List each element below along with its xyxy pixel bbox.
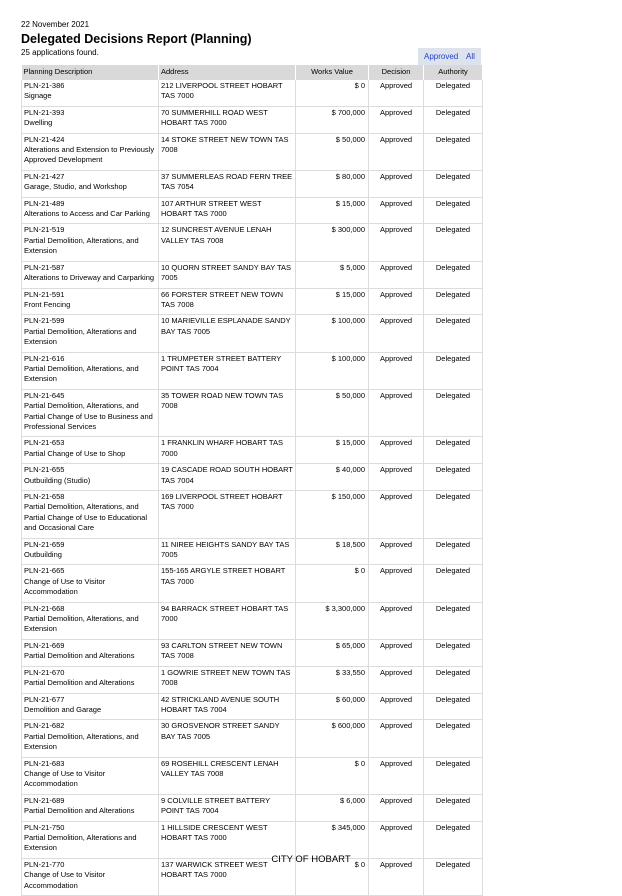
works-value-cell: $ 65,000 xyxy=(296,639,369,666)
header-decision: Decision xyxy=(369,65,424,80)
address-cell: 19 CASCADE ROAD SOUTH HOBART TAS 7004 xyxy=(159,464,296,491)
planning-description-cell xyxy=(22,602,159,639)
application-id: PLN-21-591 xyxy=(24,289,65,299)
table-row xyxy=(22,437,483,464)
authority-cell: Delegated xyxy=(424,538,483,565)
authority-cell: Delegated xyxy=(424,170,483,197)
works-value-cell: $ 100,000 xyxy=(296,352,369,389)
planning-description-cell xyxy=(22,491,159,539)
application-id: PLN-21-658 xyxy=(24,492,65,501)
application-id: PLN-21-489 xyxy=(24,198,65,208)
table-row xyxy=(22,565,483,602)
decision-cell: Approved xyxy=(369,565,424,602)
address-cell: 12 SUNCREST AVENUE LENAH VALLEY TAS 7008 xyxy=(159,224,296,261)
planning-description-cell xyxy=(22,720,159,757)
decision-cell: Approved xyxy=(369,639,424,666)
table-row xyxy=(22,757,483,794)
planning-description-cell xyxy=(22,821,159,858)
works-value-cell: $ 100,000 xyxy=(296,315,369,352)
planning-description-cell xyxy=(22,538,159,565)
table-row xyxy=(22,133,483,170)
application-id: PLN-21-659 xyxy=(24,539,65,549)
address-cell: 155-165 ARGYLE STREET HOBART TAS 7000 xyxy=(159,565,296,602)
authority-cell: Delegated xyxy=(424,106,483,133)
planning-description-cell xyxy=(22,666,159,693)
address-cell: 30 GROSVENOR STREET SANDY BAY TAS 7005 xyxy=(159,720,296,757)
application-description: Partial Change of Use to Shop xyxy=(24,448,126,458)
filter-approved-link[interactable]: Approved xyxy=(424,52,459,61)
header-authority: Authority xyxy=(424,65,483,80)
decision-cell: Approved xyxy=(369,170,424,197)
works-value-cell: $ 0 xyxy=(296,80,369,106)
application-id: PLN-21-645 xyxy=(24,390,65,400)
works-value-cell: $ 15,000 xyxy=(296,197,369,224)
authority-cell: Delegated xyxy=(424,437,483,464)
application-description: Garage, Studio, and Workshop xyxy=(24,182,127,192)
authority-cell: Delegated xyxy=(424,565,483,602)
address-cell: 1 TRUMPETER STREET BATTERY POINT TAS 7004 xyxy=(159,352,296,389)
application-description: Partial Demolition, Alterations, and Extension xyxy=(24,614,139,634)
works-value-cell: $ 6,000 xyxy=(296,794,369,821)
authority-cell: Delegated xyxy=(424,693,483,720)
application-id: PLN-21-682 xyxy=(24,721,65,731)
address-cell: 1 GOWRIE STREET NEW TOWN TAS 7008 xyxy=(159,666,296,693)
works-value-cell: $ 0 xyxy=(296,858,369,895)
decision-cell: Approved xyxy=(369,288,424,315)
decision-cell: Approved xyxy=(369,315,424,352)
application-id: PLN-21-587 xyxy=(24,262,65,272)
application-id: PLN-21-683 xyxy=(24,758,65,768)
planning-description-cell xyxy=(22,794,159,821)
address-cell: 11 NIREE HEIGHTS SANDY BAY TAS 7005 xyxy=(159,538,296,565)
table-row xyxy=(22,106,483,133)
application-id: PLN-21-665 xyxy=(24,566,65,576)
works-value-cell: $ 40,000 xyxy=(296,464,369,491)
planning-description-cell xyxy=(22,133,159,170)
works-value-cell: $ 33,550 xyxy=(296,666,369,693)
header-planning-description: Planning Description xyxy=(22,65,159,80)
address-cell: 37 SUMMERLEAS ROAD FERN TREE TAS 7054 xyxy=(159,170,296,197)
authority-cell: Delegated xyxy=(424,794,483,821)
application-id: PLN-21-750 xyxy=(24,822,65,832)
address-cell: 14 STOKE STREET NEW TOWN TAS 7008 xyxy=(159,133,296,170)
application-description: Change of Use to Visitor Accommodation xyxy=(24,870,106,890)
works-value-cell: $ 15,000 xyxy=(296,288,369,315)
address-cell: 69 ROSEHILL CRESCENT LENAH VALLEY TAS 7008 xyxy=(159,757,296,794)
table-row xyxy=(22,491,483,539)
address-cell: 70 SUMMERHILL ROAD WEST HOBART TAS 7000 xyxy=(159,106,296,133)
application-description: Partial Demolition, Alterations, and Partial Change of Use to Educational and Occasional Care xyxy=(24,502,147,533)
application-id: PLN-21-677 xyxy=(24,694,65,704)
planning-description-cell xyxy=(22,639,159,666)
table-row xyxy=(22,538,483,565)
application-description: Partial Demolition, Alterations and Extension xyxy=(24,832,137,853)
authority-cell: Delegated xyxy=(424,720,483,757)
address-cell: 94 BARRACK STREET HOBART TAS 7000 xyxy=(159,602,296,639)
table-row xyxy=(22,693,483,720)
authority-cell: Delegated xyxy=(424,602,483,639)
address-cell: 169 LIVERPOOL STREET HOBART TAS 7000 xyxy=(159,491,296,539)
table-row xyxy=(22,80,483,106)
planning-description-cell xyxy=(22,80,159,106)
planning-description-cell xyxy=(22,315,159,352)
table-row xyxy=(22,666,483,693)
authority-cell: Delegated xyxy=(424,224,483,261)
decision-cell: Approved xyxy=(369,794,424,821)
application-id: PLN-21-616 xyxy=(24,353,65,363)
application-id: PLN-21-424 xyxy=(24,134,65,144)
decision-cell: Approved xyxy=(369,693,424,720)
application-id: PLN-21-519 xyxy=(24,225,65,235)
works-value-cell: $ 5,000 xyxy=(296,261,369,288)
address-cell: 212 LIVERPOOL STREET HOBART TAS 7000 xyxy=(159,80,296,106)
address-cell: 66 FORSTER STREET NEW TOWN TAS 7008 xyxy=(159,288,296,315)
planning-description-cell xyxy=(22,352,159,389)
authority-cell: Delegated xyxy=(424,288,483,315)
works-value-cell: $ 3,300,000 xyxy=(296,602,369,639)
application-id: PLN-21-668 xyxy=(24,603,65,613)
table-row xyxy=(22,794,483,821)
works-value-cell: $ 50,000 xyxy=(296,389,369,437)
filter-bar xyxy=(418,48,481,65)
planning-description-cell xyxy=(22,106,159,133)
authority-cell: Delegated xyxy=(424,639,483,666)
decision-cell: Approved xyxy=(369,464,424,491)
works-value-cell: $ 0 xyxy=(296,565,369,602)
decision-cell: Approved xyxy=(369,261,424,288)
application-description: Alterations to Access and Car Parking xyxy=(24,209,150,219)
authority-cell: Delegated xyxy=(424,821,483,858)
application-description: Front Fencing xyxy=(24,299,71,309)
works-value-cell: $ 300,000 xyxy=(296,224,369,261)
address-cell: 107 ARTHUR STREET WEST HOBART TAS 7000 xyxy=(159,197,296,224)
filter-all-link[interactable]: All xyxy=(466,52,475,61)
works-value-cell: $ 15,000 xyxy=(296,437,369,464)
header-address: Address xyxy=(159,65,296,80)
decision-cell: Approved xyxy=(369,224,424,261)
footer-council-name: CITY OF HOBART xyxy=(271,854,351,865)
planning-description-cell xyxy=(22,288,159,315)
application-description: Dwelling xyxy=(24,118,53,128)
decision-cell: Approved xyxy=(369,389,424,437)
header-works-value: Works Value xyxy=(296,65,369,80)
authority-cell: Delegated xyxy=(424,315,483,352)
table-row xyxy=(22,720,483,757)
application-description: Outbuilding xyxy=(24,550,62,560)
application-description: Partial Demolition, Alterations and Extension xyxy=(24,326,137,347)
address-cell: 35 TOWER ROAD NEW TOWN TAS 7008 xyxy=(159,389,296,437)
works-value-cell: $ 80,000 xyxy=(296,170,369,197)
authority-cell: Delegated xyxy=(424,197,483,224)
decision-cell: Approved xyxy=(369,720,424,757)
decision-cell: Approved xyxy=(369,352,424,389)
address-cell: 1 HILLSIDE CRESCENT WEST HOBART TAS 7000 xyxy=(159,821,296,858)
application-description: Partial Demolition, Alterations, and Partial Change of Use to Business and Professional Services xyxy=(24,401,153,431)
applications-table xyxy=(21,65,483,896)
authority-cell: Delegated xyxy=(424,491,483,539)
authority-cell: Delegated xyxy=(424,757,483,794)
planning-description-cell xyxy=(22,437,159,464)
application-id: PLN-21-655 xyxy=(24,465,65,475)
application-id: PLN-21-599 xyxy=(24,316,65,326)
table-row xyxy=(22,288,483,315)
application-description: Partial Demolition and Alterations xyxy=(24,806,135,816)
table-row xyxy=(22,261,483,288)
application-description: Partial Demolition, Alterations, and Extension xyxy=(24,731,139,752)
application-description: Partial Demolition, Alterations, and Extension xyxy=(24,235,139,256)
address-cell: 42 STRICKLAND AVENUE SOUTH HOBART TAS 7004 xyxy=(159,693,296,720)
authority-cell: Delegated xyxy=(424,80,483,106)
table-row xyxy=(22,639,483,666)
authority-cell: Delegated xyxy=(424,389,483,437)
application-description: Demolition and Garage xyxy=(24,704,102,714)
table-row xyxy=(22,602,483,639)
planning-description-cell xyxy=(22,693,159,720)
address-cell: 137 WARWICK STREET WEST HOBART TAS 7000 xyxy=(159,858,296,895)
authority-cell: Delegated xyxy=(424,352,483,389)
application-id: PLN-21-670 xyxy=(24,667,65,677)
application-description: Alterations and Extension to Previously Approved Development xyxy=(24,145,155,165)
decision-cell: Approved xyxy=(369,197,424,224)
authority-cell: Delegated xyxy=(424,666,483,693)
address-cell: 10 QUORN STREET SANDY BAY TAS 7005 xyxy=(159,261,296,288)
table-row xyxy=(22,315,483,352)
table-row xyxy=(22,821,483,858)
application-id: PLN-21-669 xyxy=(24,640,65,650)
decision-cell: Approved xyxy=(369,602,424,639)
planning-description-cell xyxy=(22,197,159,224)
works-value-cell: $ 60,000 xyxy=(296,693,369,720)
address-cell: 1 FRANKLIN WHARF HOBART TAS 7000 xyxy=(159,437,296,464)
application-id: PLN-21-770 xyxy=(24,859,65,869)
authority-cell: Delegated xyxy=(424,133,483,170)
works-value-cell: $ 345,000 xyxy=(296,821,369,858)
decision-cell: Approved xyxy=(369,133,424,170)
works-value-cell: $ 150,000 xyxy=(296,491,369,539)
application-description: Partial Demolition and Alterations xyxy=(24,678,135,688)
decision-cell: Approved xyxy=(369,821,424,858)
decision-cell: Approved xyxy=(369,437,424,464)
authority-cell: Delegated xyxy=(424,858,483,895)
works-value-cell: $ 18,500 xyxy=(296,538,369,565)
application-id: PLN-21-393 xyxy=(24,107,65,117)
works-value-cell: $ 600,000 xyxy=(296,720,369,757)
decision-cell: Approved xyxy=(369,106,424,133)
table-row xyxy=(22,352,483,389)
application-description: Outbuilding (Studio) xyxy=(24,475,91,485)
table-row xyxy=(22,389,483,437)
planning-description-cell xyxy=(22,261,159,288)
decision-cell: Approved xyxy=(369,666,424,693)
decision-cell: Approved xyxy=(369,538,424,565)
table-header-row xyxy=(22,65,483,80)
application-description: Partial Demolition, Alterations, and Extension xyxy=(24,363,139,384)
application-description: Partial Demolition and Alterations xyxy=(24,651,135,661)
results-count: 25 applications found. xyxy=(21,48,99,57)
planning-description-cell xyxy=(22,224,159,261)
address-cell: 9 COLVILLE STREET BATTERY POINT TAS 7004 xyxy=(159,794,296,821)
decision-cell: Approved xyxy=(369,80,424,106)
application-id: PLN-21-653 xyxy=(24,438,65,448)
planning-description-cell xyxy=(22,757,159,794)
report-title: Delegated Decisions Report (Planning) xyxy=(21,32,252,46)
report-date: 22 November 2021 xyxy=(21,20,90,29)
application-id: PLN-21-689 xyxy=(24,795,65,805)
table-row xyxy=(22,224,483,261)
application-description: Change of Use to Visitor Accommodation xyxy=(24,768,106,789)
application-id: PLN-21-427 xyxy=(24,171,65,181)
decision-cell: Approved xyxy=(369,491,424,539)
planning-description-cell xyxy=(22,464,159,491)
works-value-cell: $ 50,000 xyxy=(296,133,369,170)
works-value-cell: $ 700,000 xyxy=(296,106,369,133)
works-value-cell: $ 0 xyxy=(296,757,369,794)
address-cell: 93 CARLTON STREET NEW TOWN TAS 7008 xyxy=(159,639,296,666)
address-cell: 10 MARIEVILLE ESPLANADE SANDY BAY TAS 7005 xyxy=(159,315,296,352)
authority-cell: Delegated xyxy=(424,261,483,288)
application-id: PLN-21-386 xyxy=(24,81,65,90)
decision-cell: Approved xyxy=(369,757,424,794)
table-row xyxy=(22,197,483,224)
application-description: Signage xyxy=(24,91,52,101)
table-row xyxy=(22,464,483,491)
planning-description-cell xyxy=(22,565,159,602)
application-description: Change of Use to Visitor Accommodation xyxy=(24,576,106,597)
planning-description-cell xyxy=(22,389,159,437)
table-row xyxy=(22,170,483,197)
planning-description-cell xyxy=(22,170,159,197)
application-description: Alterations to Driveway and Carparking xyxy=(24,273,155,283)
authority-cell: Delegated xyxy=(424,464,483,491)
decision-cell: Approved xyxy=(369,858,424,895)
